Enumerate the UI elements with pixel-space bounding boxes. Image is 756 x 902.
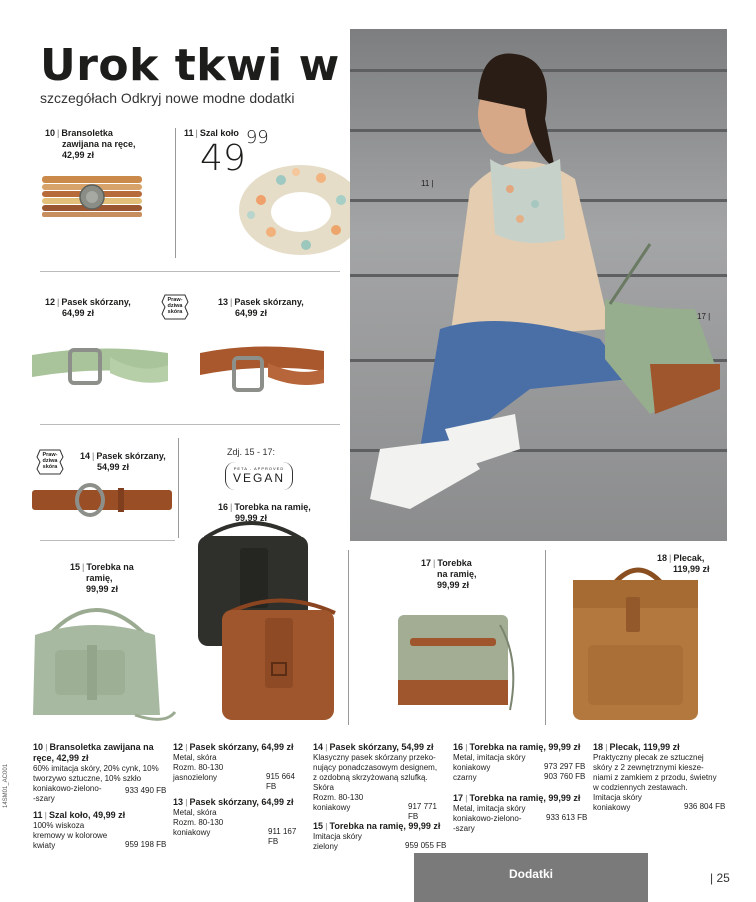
- product-number: 12: [45, 297, 56, 307]
- genuine-leather-label: Praw- dziwa skóra: [42, 452, 58, 470]
- product-name-cont: zawijana na ręce,: [62, 139, 136, 149]
- detail-bracelet: 10 | Bransoletka zawijana na ręce, 42,99 zł 60% imitacja skóry, 20% cynk, 10% tworzywo sztuczne, 10% szkło koniakowo-zielono- -szary: [33, 742, 159, 803]
- product-number: 13: [218, 297, 229, 307]
- product-label-bag-17: 17 | Torebka na ramię, 99,99 zł: [421, 558, 477, 590]
- product-price: 64,99 zł: [62, 308, 95, 318]
- details-col-2: [173, 742, 306, 846]
- belt-green-image: [30, 335, 170, 390]
- bag-17-image: [390, 610, 515, 720]
- product-number: 11: [184, 128, 194, 138]
- product-price: 99,99 zł: [235, 513, 268, 523]
- detail-bag-15: 15 | Torebka na ramię, 99,99 zł Imitacja skóry zielony 959 055 FB: [313, 821, 447, 851]
- bracelet-image: [40, 172, 145, 222]
- belt-cognac-image: [198, 333, 326, 393]
- detail-belt-classic: 14 | Pasek skórzany, 54,99 zł Klasyczny pasek skórzany przeko- nujący ponadczasowym designem, z ozdobną skrzyżowaną szlufką. Skóra Rozm. 80-130 koniakowy 917 771 FB: [313, 742, 448, 813]
- product-price: 54,99 zł: [97, 462, 130, 472]
- genuine-leather-label: Praw- dziwa skóra: [167, 297, 183, 315]
- product-label-bracelet: 10 | Bransoletka zawijana na ręce, 42,99 zł: [45, 128, 136, 160]
- product-label-belt-green: 12 | Pasek skórzany, 64,99 zł: [45, 297, 131, 318]
- code-bracelet: 933 490 FB: [125, 786, 167, 795]
- code-scarf: 959 198 FB: [125, 840, 167, 849]
- backpack-image: [568, 555, 703, 725]
- code-belt-classic: 917 771 FB: [408, 802, 437, 821]
- product-label-scarf: 11 | Szal koło: [184, 128, 239, 138]
- product-label-backpack: 18 | Plecak, 119,99 zł: [657, 553, 710, 574]
- product-number: 17: [421, 558, 432, 568]
- product-name: Pasek skórzany,: [234, 297, 304, 307]
- model-photo: [350, 29, 727, 541]
- price-cents: 99: [245, 127, 269, 148]
- belt-classic-image: [30, 480, 175, 520]
- details-col-4: [453, 742, 588, 834]
- divider: [40, 424, 340, 425]
- divider: [175, 128, 176, 258]
- product-number: 15: [70, 562, 81, 572]
- details-col-1: [33, 742, 168, 851]
- product-label-belt-cognac: 13 | Pasek skórzany, 64,99 zł: [218, 297, 304, 318]
- product-number: 18: [657, 553, 668, 563]
- product-name: Torebka: [437, 558, 472, 568]
- page-subtitle: szczegółach Odkryj nowe modne dodatki: [40, 90, 295, 106]
- divider: [348, 550, 349, 725]
- code-bag-15: 959 055 FB: [405, 841, 447, 850]
- page-title: Urok tkwi w: [40, 40, 340, 91]
- product-price: 99,99 zł: [86, 584, 119, 594]
- product-name: Torebka na ramię,: [234, 502, 311, 512]
- product-name: Plecak,: [673, 553, 705, 563]
- product-number: 14: [80, 451, 91, 461]
- detail-backpack: 18 | Plecak, 119,99 zł Praktyczny plecak ze sztucznej skóry z 2 zewnętrznymi kiesze- niami z zamkiem z przodu, świetny w codziennych zestawach. Imitacja skóry koniakowy 936 804 FB: [593, 742, 726, 812]
- vegan-badge: [225, 462, 293, 490]
- product-label-bag-15: 15 | Torebka na ramię, 99,99 zł: [70, 562, 134, 594]
- code-bag-16-cognac: 973 297 FB: [544, 762, 586, 771]
- product-name-cont: ramię,: [86, 573, 113, 583]
- vegan-reference: Zdj. 15 - 17:: [227, 447, 276, 457]
- code-belt-cognac: 911 167 FB: [268, 827, 297, 846]
- product-label-belt-classic: 14 | Pasek skórzany, 54,99 zł: [80, 451, 166, 472]
- product-label-bag-16: 16 | Torebka na ramię, 99,99 zł: [218, 502, 311, 523]
- section-tab-dodatki[interactable]: Dodatki: [414, 853, 648, 902]
- vegan-small-text: PETA - APPROVED: [233, 466, 285, 471]
- product-name: Pasek skórzany,: [96, 451, 166, 461]
- product-name: Torebka na: [86, 562, 134, 572]
- code-backpack: 936 804 FB: [684, 802, 726, 811]
- photo-label-bag: 17 |: [697, 312, 711, 321]
- details-col-5: [593, 742, 728, 813]
- product-name: Pasek skórzany,: [61, 297, 131, 307]
- product-price: 119,99 zł: [673, 564, 710, 574]
- divider: [40, 271, 340, 272]
- price-main: 49: [200, 138, 246, 179]
- code-belt-green: 915 664 FB: [266, 772, 295, 791]
- photo-label-scarf: 11 |: [421, 179, 434, 188]
- product-price: 42,99 zł: [62, 150, 95, 160]
- product-name: Szal koło: [199, 128, 239, 138]
- product-name: Bransoletka: [61, 128, 113, 138]
- model-figure: [350, 29, 727, 541]
- bag-15-image: [25, 600, 180, 730]
- divider: [178, 438, 179, 538]
- detail-belt-cognac: 13 | Pasek skórzany, 64,99 zł Metal, skóra Rozm. 80-130 koniakowy 911 167 FB: [173, 797, 306, 838]
- detail-bag-17: 17 | Torebka na ramię, 99,99 zł Metal, imitacja skóry koniakowo-zielono- -szary 933 613 FB: [453, 793, 588, 833]
- code-bag-17: 933 613 FB: [546, 813, 588, 822]
- vegan-big-text: VEGAN: [232, 471, 285, 485]
- product-number: 10: [45, 128, 56, 138]
- product-price: 64,99 zł: [235, 308, 268, 318]
- page-number: | 25: [710, 871, 730, 885]
- detail-belt-green: 12 | Pasek skórzany, 64,99 zł Metal, skóra Rozm. 80-130 jasnozielony 915 664 FB: [173, 742, 306, 783]
- code-bag-16-black: 903 760 FB: [544, 772, 586, 781]
- product-number: 16: [218, 502, 229, 512]
- details-col-3: [313, 742, 448, 852]
- divider: [40, 540, 175, 541]
- product-price: 99,99 zł: [437, 580, 470, 590]
- scarf-image: [236, 160, 366, 260]
- bag-16-image: [190, 518, 345, 728]
- catalog-code: 14SM01_AC001: [3, 763, 9, 808]
- detail-scarf: 11 | Szal koło, 49,99 zł 100% wiskoza kremowy w kolorowe kwiaty 959 198 FB: [33, 810, 167, 850]
- detail-bag-16: 16 | Torebka na ramię, 99,99 zł Metal, imitacja skóry koniakowy czarny 973 297 FB 903 760 FB: [453, 742, 586, 782]
- product-name-cont: na ramię,: [437, 569, 477, 579]
- divider: [545, 550, 546, 725]
